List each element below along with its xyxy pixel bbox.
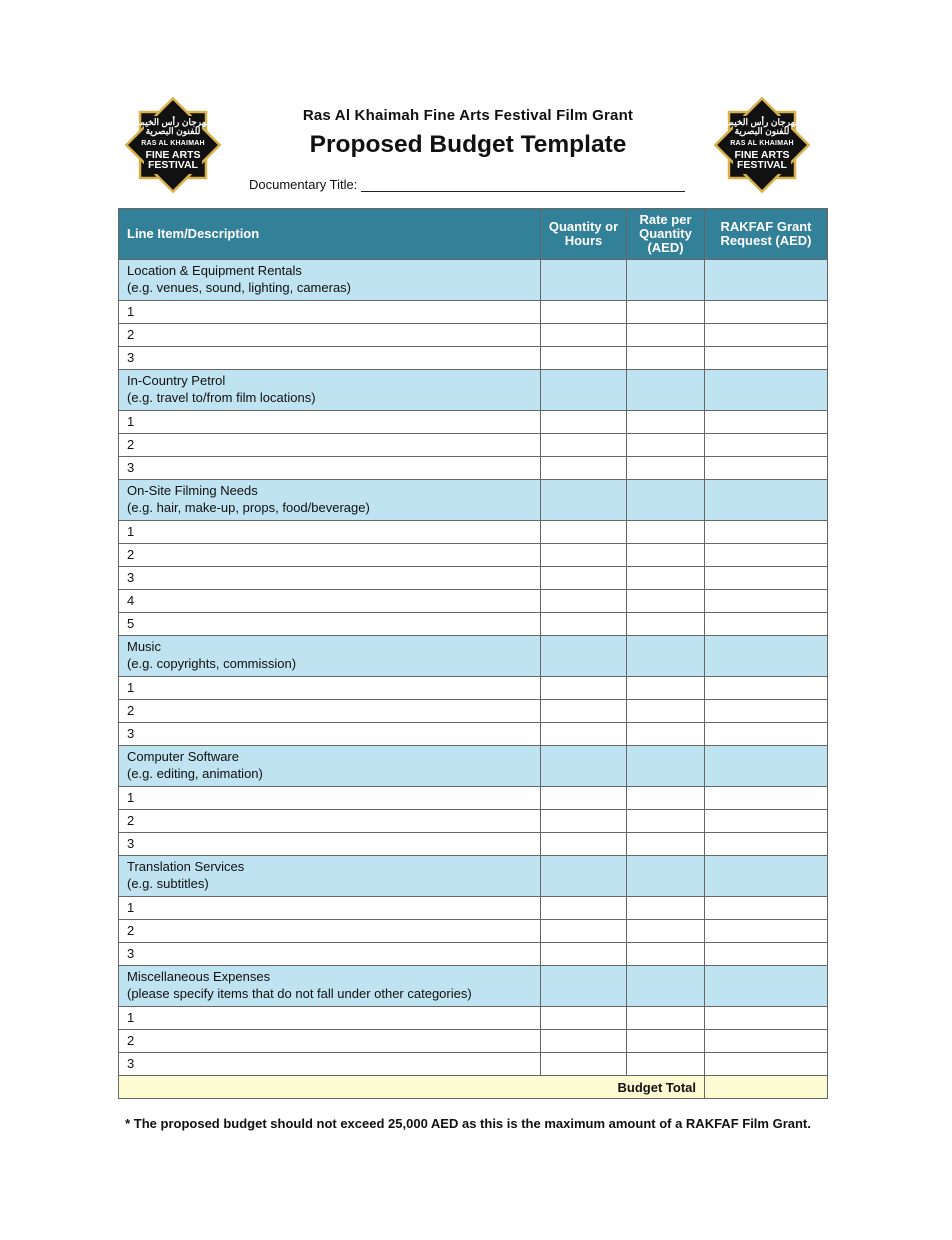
category-example: (e.g. subtitles): [127, 876, 209, 891]
grant-request-cell[interactable]: [705, 723, 828, 746]
category-example: (please specify items that do not fall under other categories): [127, 986, 472, 1001]
rate-cell[interactable]: [627, 260, 705, 301]
column-header-quantity: Quantity or Hours: [541, 209, 627, 260]
rate-cell[interactable]: [627, 856, 705, 897]
line-item-number[interactable]: 3: [119, 347, 541, 370]
quantity-cell[interactable]: [541, 457, 627, 480]
table-row: [119, 590, 828, 613]
grant-request-cell[interactable]: [705, 544, 828, 567]
logo-line-3: FESTIVAL: [737, 159, 787, 171]
grant-request-cell[interactable]: [705, 833, 828, 856]
grant-request-cell[interactable]: [705, 324, 828, 347]
rate-cell[interactable]: [627, 480, 705, 521]
grant-request-cell[interactable]: [705, 434, 828, 457]
grant-request-cell[interactable]: [705, 856, 828, 897]
logo-line-2: FINE ARTS: [734, 149, 790, 161]
category-label: [119, 636, 541, 677]
quantity-cell[interactable]: [541, 677, 627, 700]
line-item-number[interactable]: 3: [119, 943, 541, 966]
quantity-cell[interactable]: [541, 966, 627, 1007]
category-label: [119, 480, 541, 521]
quantity-cell[interactable]: [541, 411, 627, 434]
category-row-location-equipment-rentals: [119, 260, 828, 301]
rate-cell[interactable]: [627, 700, 705, 723]
rate-cell[interactable]: [627, 544, 705, 567]
quantity-cell[interactable]: [541, 567, 627, 590]
quantity-cell[interactable]: [541, 1053, 627, 1076]
grant-request-cell[interactable]: [705, 301, 828, 324]
line-item-number[interactable]: 2: [119, 700, 541, 723]
category-name: Miscellaneous Expenses: [127, 969, 271, 984]
quantity-cell[interactable]: [541, 521, 627, 544]
quantity-cell[interactable]: [541, 1030, 627, 1053]
grant-request-cell[interactable]: [705, 347, 828, 370]
table-row: [119, 411, 828, 434]
table-row: [119, 1053, 828, 1076]
grant-request-cell[interactable]: [705, 590, 828, 613]
line-item-number[interactable]: 2: [119, 1030, 541, 1053]
category-name: Music: [127, 639, 161, 654]
grant-request-cell[interactable]: [705, 1007, 828, 1030]
line-item-number[interactable]: 3: [119, 457, 541, 480]
grant-request-cell[interactable]: [705, 700, 828, 723]
rate-cell[interactable]: [627, 966, 705, 1007]
table-row: [119, 723, 828, 746]
table-row: [119, 700, 828, 723]
page-title: Proposed Budget Template: [309, 131, 627, 158]
category-row-in-country-petrol: [119, 370, 828, 411]
quantity-cell[interactable]: [541, 324, 627, 347]
line-item-number[interactable]: 1: [119, 301, 541, 324]
line-item-number[interactable]: 1: [119, 897, 541, 920]
line-item-number[interactable]: 2: [119, 810, 541, 833]
category-example: (e.g. editing, animation): [127, 766, 263, 781]
table-row: [119, 567, 828, 590]
table-row: [119, 1030, 828, 1053]
table-header-row: [119, 209, 828, 260]
table-row: [119, 787, 828, 810]
line-item-number[interactable]: 1: [119, 677, 541, 700]
rate-cell[interactable]: [627, 301, 705, 324]
documentary-title-field[interactable]: [361, 191, 685, 192]
quantity-cell[interactable]: [541, 810, 627, 833]
line-item-number[interactable]: 2: [119, 544, 541, 567]
table-row: [119, 897, 828, 920]
quantity-cell[interactable]: [541, 787, 627, 810]
quantity-cell[interactable]: [541, 480, 627, 521]
category-label: [119, 746, 541, 787]
line-item-number[interactable]: 1: [119, 521, 541, 544]
grant-request-cell[interactable]: [705, 677, 828, 700]
quantity-cell[interactable]: [541, 1007, 627, 1030]
line-item-number[interactable]: 2: [119, 434, 541, 457]
grant-request-cell[interactable]: [705, 613, 828, 636]
category-label: [119, 260, 541, 301]
table-row: [119, 301, 828, 324]
rate-cell[interactable]: [627, 636, 705, 677]
line-item-number[interactable]: 4: [119, 590, 541, 613]
line-item-number[interactable]: 2: [119, 920, 541, 943]
category-row-translation-services: [119, 856, 828, 897]
quantity-cell[interactable]: [541, 613, 627, 636]
grant-request-cell[interactable]: [705, 370, 828, 411]
quantity-cell[interactable]: [541, 301, 627, 324]
quantity-cell[interactable]: [541, 943, 627, 966]
logo-line-1: RAS AL KHAIMAH: [141, 140, 205, 147]
grant-request-cell[interactable]: [705, 810, 828, 833]
table-row: [119, 457, 828, 480]
rate-cell[interactable]: [627, 434, 705, 457]
column-header-grant-request: RAKFAF Grant Request (AED): [705, 209, 828, 260]
budget-limit-note: * The proposed budget should not exceed 25,000 AED as this is the maximum amount of a RAKFAF Film Grant.: [125, 1116, 811, 1131]
table-row: [119, 347, 828, 370]
logo-line-1: RAS AL KHAIMAH: [730, 140, 794, 147]
logo-arabic-text: مهرجان رأس الخيمة للفنون البصرية: [135, 117, 211, 136]
grant-request-cell[interactable]: [705, 636, 828, 677]
table-row: [119, 943, 828, 966]
grant-request-cell[interactable]: [705, 411, 828, 434]
rate-cell[interactable]: [627, 677, 705, 700]
quantity-cell[interactable]: [541, 544, 627, 567]
category-row-miscellaneous-expenses: [119, 966, 828, 1007]
grant-request-cell[interactable]: [705, 457, 828, 480]
quantity-cell[interactable]: [541, 636, 627, 677]
quantity-cell[interactable]: [541, 700, 627, 723]
organization-heading: Ras Al Khaimah Fine Arts Festival Film Grant: [302, 107, 634, 124]
rate-cell[interactable]: [627, 897, 705, 920]
category-example: (e.g. copyrights, commission): [127, 656, 297, 671]
rate-cell[interactable]: [627, 567, 705, 590]
rate-cell[interactable]: [627, 833, 705, 856]
line-item-number[interactable]: 1: [119, 787, 541, 810]
grant-request-cell[interactable]: [705, 787, 828, 810]
column-header-rate: Rate per Quantity (AED): [627, 209, 705, 260]
rate-cell[interactable]: [627, 324, 705, 347]
quantity-cell[interactable]: [541, 746, 627, 787]
category-name: In-Country Petrol: [127, 373, 226, 388]
rate-cell[interactable]: [627, 590, 705, 613]
budget-total-label: Budget Total: [119, 1076, 705, 1099]
budget-table: [118, 208, 828, 1099]
category-example: (e.g. travel to/from film locations): [127, 390, 316, 405]
logo-arabic-text: مهرجان رأس الخيمة للفنون البصرية: [724, 117, 800, 136]
table-row: [119, 434, 828, 457]
category-label: [119, 966, 541, 1007]
line-item-number[interactable]: 5: [119, 613, 541, 636]
rate-cell[interactable]: [627, 1053, 705, 1076]
grant-request-cell[interactable]: [705, 1053, 828, 1076]
category-label: [119, 370, 541, 411]
grant-request-cell[interactable]: [705, 943, 828, 966]
grant-request-cell[interactable]: [705, 966, 828, 1007]
rate-cell[interactable]: [627, 943, 705, 966]
logo-line-2: FINE ARTS: [145, 149, 201, 161]
category-name: Computer Software: [127, 749, 239, 764]
quantity-cell[interactable]: [541, 723, 627, 746]
rate-cell[interactable]: [627, 370, 705, 411]
quantity-cell[interactable]: [541, 590, 627, 613]
category-name: Translation Services: [127, 859, 245, 874]
rate-cell[interactable]: [627, 521, 705, 544]
grant-request-cell[interactable]: [705, 746, 828, 787]
table-row: [119, 833, 828, 856]
logo-line-3: FESTIVAL: [148, 159, 198, 171]
rate-cell[interactable]: [627, 746, 705, 787]
grant-request-cell[interactable]: [705, 567, 828, 590]
grant-request-cell[interactable]: [705, 920, 828, 943]
rate-cell[interactable]: [627, 457, 705, 480]
table-row: [119, 544, 828, 567]
rate-cell[interactable]: [627, 787, 705, 810]
quantity-cell[interactable]: [541, 920, 627, 943]
rate-cell[interactable]: [627, 347, 705, 370]
grant-request-cell[interactable]: [705, 260, 828, 301]
line-item-number[interactable]: 1: [119, 1007, 541, 1030]
line-item-number[interactable]: 3: [119, 833, 541, 856]
line-item-number[interactable]: 3: [119, 723, 541, 746]
quantity-cell[interactable]: [541, 434, 627, 457]
rate-cell[interactable]: [627, 723, 705, 746]
rate-cell[interactable]: [627, 1030, 705, 1053]
category-example: (e.g. venues, sound, lighting, cameras): [127, 280, 352, 295]
line-item-number[interactable]: 3: [119, 1053, 541, 1076]
rate-cell[interactable]: [627, 411, 705, 434]
table-row: [119, 521, 828, 544]
category-name: Location & Equipment Rentals: [127, 263, 302, 278]
documentary-title-label: Documentary Title:: [249, 177, 358, 192]
quantity-cell[interactable]: [541, 833, 627, 856]
grant-request-cell[interactable]: [705, 897, 828, 920]
budget-total-value[interactable]: [705, 1076, 828, 1099]
category-example: (e.g. hair, make-up, props, food/beverage): [127, 500, 370, 515]
quantity-cell[interactable]: [541, 897, 627, 920]
table-row: [119, 324, 828, 347]
quantity-cell[interactable]: [541, 260, 627, 301]
budget-table-body: [119, 260, 828, 1099]
rate-cell[interactable]: [627, 810, 705, 833]
line-item-number[interactable]: 2: [119, 324, 541, 347]
table-row: [119, 920, 828, 943]
quantity-cell[interactable]: [541, 347, 627, 370]
table-row: [119, 613, 828, 636]
line-item-number[interactable]: 3: [119, 567, 541, 590]
category-row-music: [119, 636, 828, 677]
grant-request-cell[interactable]: [705, 521, 828, 544]
rate-cell[interactable]: [627, 1007, 705, 1030]
budget-total-row: [119, 1076, 828, 1099]
category-name: On-Site Filming Needs: [127, 483, 258, 498]
category-row-computer-software: [119, 746, 828, 787]
column-header-description: Line Item/Description: [119, 209, 541, 260]
grant-request-cell[interactable]: [705, 1030, 828, 1053]
table-row: [119, 1007, 828, 1030]
category-label: [119, 856, 541, 897]
category-row-on-site-filming-needs: [119, 480, 828, 521]
grant-request-cell[interactable]: [705, 480, 828, 521]
line-item-number[interactable]: 1: [119, 411, 541, 434]
rate-cell[interactable]: [627, 613, 705, 636]
rate-cell[interactable]: [627, 920, 705, 943]
quantity-cell[interactable]: [541, 370, 627, 411]
table-row: [119, 810, 828, 833]
table-row: [119, 677, 828, 700]
quantity-cell[interactable]: [541, 856, 627, 897]
